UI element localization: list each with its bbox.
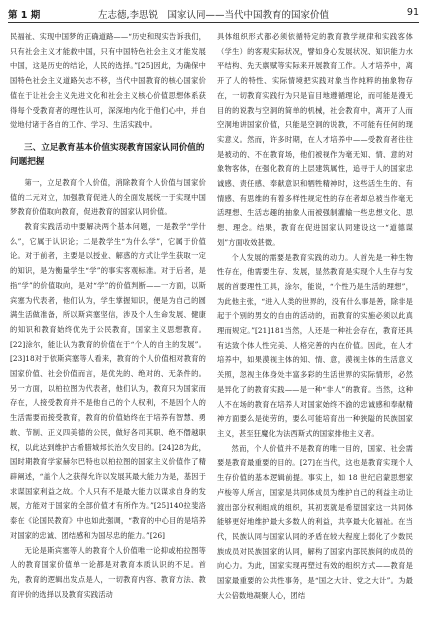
- running-title: 左志德,李思锐 国家认同——当代中国教育的国家价值: [97, 10, 330, 21]
- paragraph: 民福祉、实现中国梦的正确道路——“历史和现实告诉我们，只有社会主义才能救中国，只有中国特色社会主义才能发展中国，这是历史的结论，人民的选择。”[25]因此，为确保中国特色社会主义道路矢志不移，当代中国教育的核心国家价值在于让社会主义先进文化和社会主义核心价值思想体系获得每个受教育者的理性认可，深深地内化于他们心中，并自觉地付诸于各自的工作、学习、生活实践中。: [10, 32, 206, 130]
- issue-label: 第 1 期: [8, 10, 41, 21]
- running-header: [8, 4, 419, 22]
- paragraph: 具体组织形式都必须依循特定的教育教学规律和实践客体（学生）的客观实际状况，譬如身心发展状况、知识能力水平结构、先天禀赋等实际来开展教育工作。人才培养中，离开了人的特性、实际情境把实践对象当作纯粹的抽象物存在，一切教育实践行为只是盲目地遵循理论，而可能是漫无目的的说教与空洞的简单的机械，社会教育中，离开了人而空洞地讲国家价值，只能是空洞的说教，不可能有任何的现实意义。然而，许多时期，在人才培养中——受教育者往往是被动的、不在教育场，他们被视作为毫无知、情、意的对象物客体，在强化教育的上层建筑属性，追寻于人的国家忠诚感、责任感、奉献意识和牺牲精神时，这些活生生的、有情感、有思维的有着多样性规定性的存在者却总被当作毫无活理想、生活志趣的抽象人而被强制灌输一些忠想文化、思想、理念。结果，教育在促进国家认同建设这一“道德谋划”方面收效甚微。: [217, 32, 413, 247]
- header-divider: [8, 22, 419, 23]
- paragraph: 个人发展的需要是教育实践的动力。人首先是一种生物性存在，他需要生存、发展，显然教育是实现个人生存与发展的首要理性工具，涂尔，能说，“个性乃是生活的理想”，为此他主张，“进入人类的世界的，没有什么事是善，除非是起于个别的男女的自由的活动的，而教育的实施必须以此真理而规定。”[21]181当然，人还是一种社会存在，教育还具有达致个体人性完美、人格完善的内在价值。因此，在人才培养中，如果漠视主体的知、情、意，漠视主体的生活意义关照，忽视主体身处丰富多彩的生活世界的实际情形，必然是异化了的教育实践——是一种“非人”的教育。当然，这种人不在场的教育在培养人对国家始终不渝的忠诚感和奉献精神方面要么是徒劳的，要么可能培育出一种狭隘的民族国家主义，甚至狂魔化为法西斯式的国家排他主义者。: [217, 252, 413, 438]
- paragraph: 无论是斯宾塞等人的教育个人价值唯一论抑或柏拉图等人的教育国家价值单一论都是对教育本质认识的不足。首先，教育的逻辑出发点是人，一切教育内容、教育方法、教育评价的选择以及教育实践活动: [10, 545, 206, 599]
- paragraph: 然而，个人价值并不是教育的唯一目的，国家、社会需要是教育最重要的目的。[27]在当代，这也是教育实现个人生存价值的基本逻辑前提。事实上，如 18 世纪启蒙思想家卢梭等人所言，国家是共同体成员为维护自己的利益主动让渡出部分权利组成的组织，其初衷就是希望国家这一共同体能够更好地维护最大多数人的利益，共享最大化福祉。在当代，民族认同与国家认同的矛盾在较大程度上弱化了少数民族成员对民族国家的认同，解构了国家内部民族间的成员的向心力。为此，国家实现再塑过有效的组织方式——教育是国家最重要的公共性事务，是“国之大计、党之大计”。为最大公倍数地凝聚人心，团结: [217, 443, 413, 600]
- paragraph: 教育实践活动中要解决两个基本问题，一是教学“学什么”，它属于认识论；二是教学生“为什么学”，它属于价值论。对于前者，主要是以授业、解惑的方式让学生获取一定的知识，是为衡量学生“学”的事实客观标准。对于后者，是指“学”的价值取向，是对“学”的价值判断——一方面，以斯宾塞为代表者，他们认为，学生掌握知识，便是为自己的圆满生活做准备，所以斯宾塞坚信，涉及个人生命发展、健康的知识和教育始终优先于公民教育，国家主义思想教育。[22]涂尔，能让认为教育的价值在于“个人的自主的发展”。[23]18对于依斯宾塞等人看来，教育的个人价值相对教育的国家价值、社会价值而言，是优先的、绝对的、无条件的。另一方面，以柏拉图为代表者，他们认为，教育只为国家而存在，人接受教育并不是他自己的个人权利，不是因个人的生活需要而接受教育，教育的价值始终在于培养有智慧、勇敢、节制、正义四美德的公民，做好各司其职、绝不僭越职权，以此达到维护古希腊城邦长治久安目的。[24]28为此，国时期教育学家赫尔巴特也以柏拉图的国家主义价值作了精辟阐述，“盖个人之获得允许以发展其最大能力为是，基因于求谋国家利益之故。个人只有不是最大能力以谋求自身的发展，方能对于国家的全部价值才有所作为。”[25]140拉斐洛泰在《论国民教育》中也如此强调，“教育的中心目的是培养对国家的忠诚、团结感和为国尽忠的能力。”[26]: [10, 222, 206, 540]
- paragraph: 第一，立足教育个人价值，消除教育个人价值与国家价值的二元对立，加强教育促进人的全面发展统一于实现中国梦教育价值取向教育，促进教育的国家认同价值。: [10, 177, 206, 217]
- right-column: [217, 30, 413, 628]
- page-number: 91: [406, 7, 419, 18]
- left-column: [10, 30, 206, 628]
- section-heading: 三、立足教育基本价值实现教育国家认同价值的问题把握: [10, 142, 205, 168]
